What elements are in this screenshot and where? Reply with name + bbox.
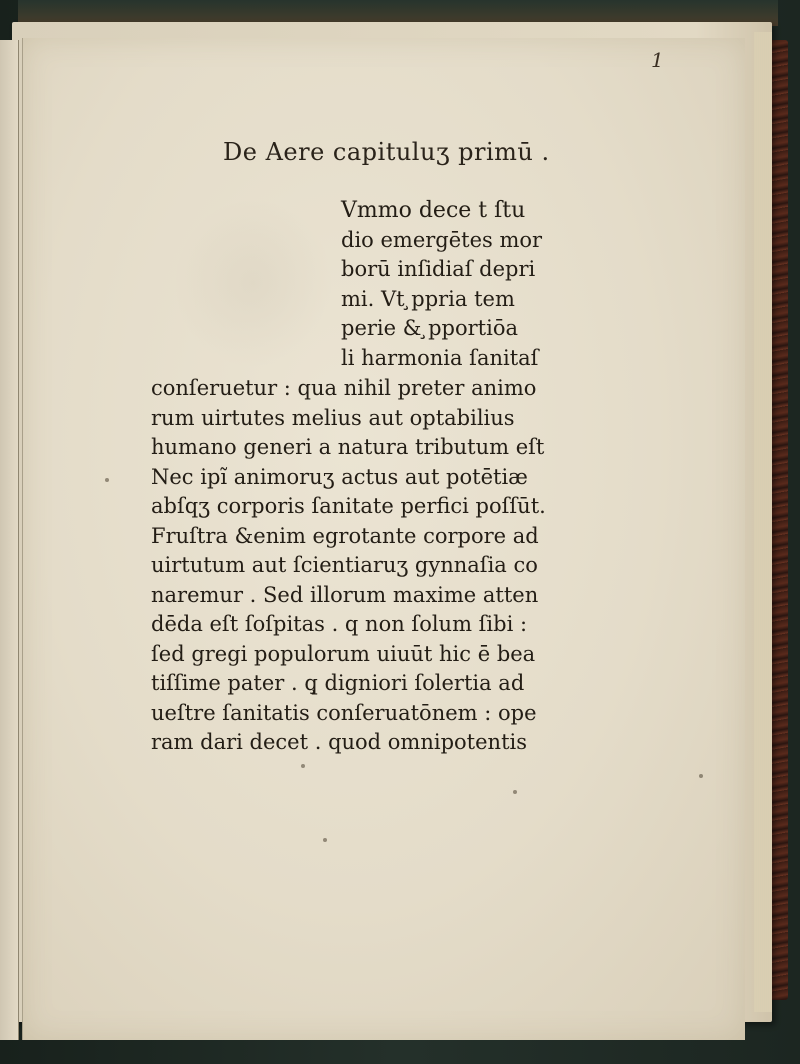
- facing-page-edge: [0, 40, 19, 1040]
- text-line: naremur . Sed illorum maxime atten: [151, 582, 539, 607]
- text-line: ſed gregi populorum uiuūt hic ē bea: [151, 641, 536, 666]
- text-line: Vmmo dece t ſtu: [341, 198, 526, 223]
- text-line: rum uirtutes melius aut optabilius: [151, 405, 515, 430]
- text-line: abſqʒ corporis ſanitate perfici poſſūt.: [151, 494, 546, 518]
- text-line: borū inſidiaſ depri: [341, 257, 536, 281]
- text-line: ueſtre ſanitatis conſeruatōnem : ope: [151, 700, 537, 725]
- text-line: dēda eſt ſoſpitas . q non ſolum ſibi :: [151, 612, 528, 636]
- text-line: Nec ipĩ animoruʒ actus aut potētiæ: [151, 464, 528, 489]
- text-line: tiſſime pater . q̧ digniori ſolertia ad: [151, 671, 525, 695]
- paper-speck: [301, 764, 305, 768]
- text-line: mi. Vt ̧ppria tem: [341, 286, 515, 311]
- paper-speck: [513, 790, 517, 794]
- indented-text-block: [341, 196, 571, 373]
- paper-speck: [105, 478, 109, 482]
- text-line: Fruſtra &enim egrotante corpore ad: [151, 523, 539, 548]
- book-page: [22, 38, 745, 1040]
- text-line: perie & ̧pportiōa: [341, 316, 518, 340]
- body-text-block: [151, 374, 581, 758]
- text-line: li harmonia ſanitaſ: [341, 345, 539, 370]
- text-line: uirtutum aut ſcientiaruʒ gynnaſia co: [151, 553, 538, 577]
- initial-space: [173, 198, 333, 368]
- paper-speck: [699, 774, 703, 778]
- text-line: conſeruetur : qua nihil preter animo: [151, 376, 537, 400]
- folio-number: 1: [651, 48, 664, 72]
- text-line: dio emergētes mor: [341, 227, 543, 252]
- text-line: humano generi a natura tributum eſt: [151, 435, 545, 459]
- text-line: ram dari decet . quod omnipotentis: [151, 730, 528, 754]
- chapter-heading: De Aere capituluʒ primū .: [223, 138, 550, 166]
- paper-speck: [323, 838, 327, 842]
